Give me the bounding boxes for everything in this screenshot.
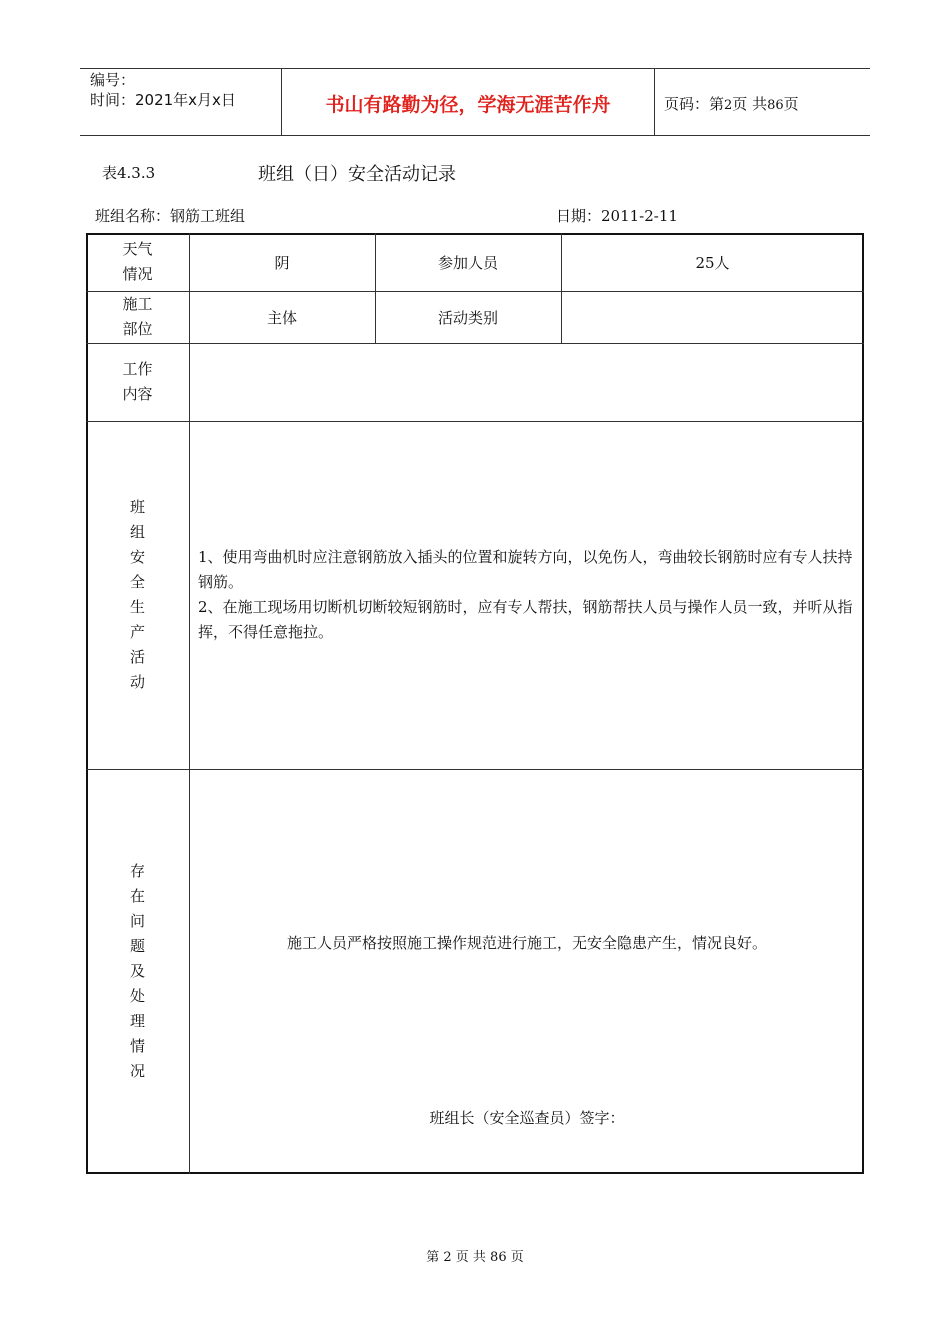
time-label: 时间：2021年x月x日 <box>90 91 236 109</box>
page-label: 页码：第 <box>664 95 725 113</box>
safety-activity-label-char: 生 <box>129 598 145 616</box>
issues-label-char: 在 <box>129 887 145 905</box>
page-end: 页 <box>783 95 799 113</box>
location-value: 主体 <box>266 308 297 327</box>
safety-activity-label <box>86 421 189 769</box>
location-label-line2: 部位 <box>122 320 153 338</box>
safety-activity-label-char: 活 <box>129 648 145 666</box>
safety-activity-list <box>198 545 858 645</box>
work-content-label <box>86 343 189 421</box>
issues-label-char: 问 <box>129 912 145 930</box>
document-title: 班组（日）安全活动记录 <box>258 164 456 185</box>
page-mid: 页 共 <box>732 95 768 113</box>
safety-activity-label-char: 安 <box>129 548 145 566</box>
weather-label-line2: 情况 <box>122 265 153 283</box>
page-number: 2 <box>724 98 733 113</box>
header-bottom-rule <box>80 135 870 136</box>
weather-value: 阴 <box>274 253 290 272</box>
activity-item: 2、在施工现场用切断机切断较短钢筋时，应有专人帮扶，钢筋帮扶人员与操作人员一致，并听从指挥，不得任意拖拉。 <box>198 598 853 641</box>
issue-text: 施工人员严格按照施工操作规范进行施工，无安全隐患产生，情况良好。 <box>286 934 767 952</box>
issues-label-char: 情 <box>129 1037 145 1055</box>
safety-activity-label-char: 全 <box>129 573 145 591</box>
issues-label-char: 存 <box>129 862 145 880</box>
safety-activity-label-char: 产 <box>129 623 145 641</box>
row-divider <box>86 769 864 770</box>
issues-label-char: 及 <box>129 962 145 980</box>
header-meta <box>90 70 236 110</box>
issues-label <box>86 769 189 1174</box>
category-label: 活动类别 <box>437 308 498 327</box>
number-label: 编号： <box>90 71 136 89</box>
header-motto: 书山有路勤为径，学海无涯苦作舟 <box>325 94 611 116</box>
location-label <box>86 291 189 343</box>
location-label-line1: 施工 <box>122 295 153 313</box>
header-page-indicator <box>664 93 799 114</box>
safety-activity-label-char: 班 <box>129 498 145 516</box>
page-footer: 第 2 页 共 86 页 <box>426 1250 524 1265</box>
work-label-line2: 内容 <box>122 385 153 403</box>
table-number: 表4.3.3 <box>102 164 156 182</box>
category-value <box>561 291 864 343</box>
team-name: 班组名称：钢筋工班组 <box>95 207 246 225</box>
participants-label: 参加人员 <box>437 253 498 272</box>
header-top-rule <box>80 68 870 69</box>
issues-label-char: 题 <box>129 937 145 955</box>
record-date: 日期：2011-2-11 <box>556 207 678 225</box>
weather-label-line1: 天气 <box>122 240 153 258</box>
page-total: 86 <box>767 98 784 113</box>
issues-label-char: 况 <box>129 1062 145 1080</box>
participants-value: 25人 <box>695 253 730 272</box>
issues-label-char: 处 <box>129 987 145 1005</box>
header-divider <box>654 68 655 135</box>
weather-label <box>86 233 189 291</box>
activity-item: 1、使用弯曲机时应注意钢筋放入插头的位置和旋转方向，以免伤人，弯曲较长钢筋时应有专人扶持钢筋。 <box>198 548 853 591</box>
work-content-value <box>189 343 864 421</box>
issues-label-char: 理 <box>129 1012 145 1030</box>
signature-label: 班组长（安全巡查员）签字： <box>429 1109 625 1127</box>
safety-activity-label-char: 动 <box>129 673 145 691</box>
safety-activity-label-char: 组 <box>129 523 145 541</box>
work-label-line1: 工作 <box>122 360 153 378</box>
row-divider <box>86 421 864 422</box>
